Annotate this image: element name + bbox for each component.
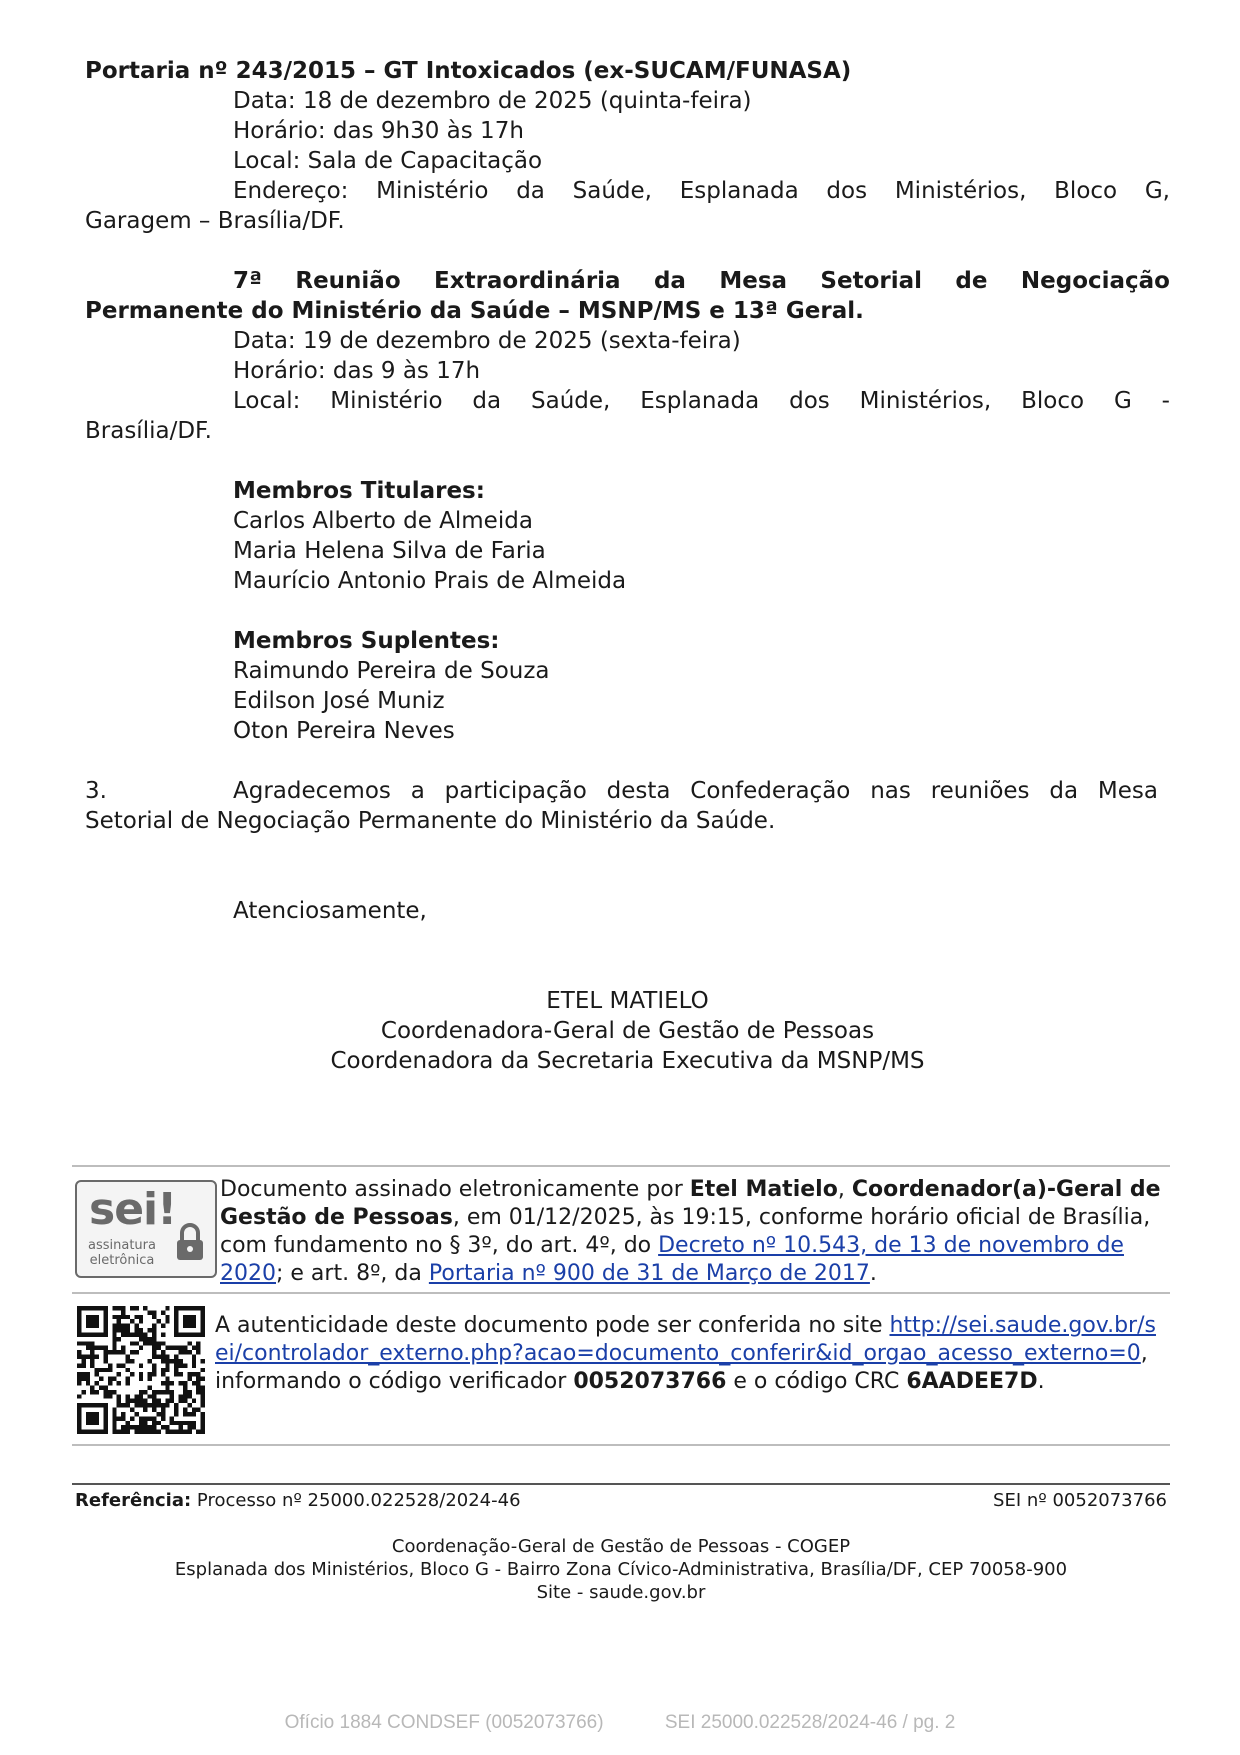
footer-rule — [72, 1483, 1170, 1485]
reference-line — [75, 1490, 1167, 1512]
electronic-signature-box — [72, 1166, 1170, 1284]
authenticity-box — [72, 1298, 1170, 1438]
signature-block — [85, 986, 1170, 1076]
portaria-local: Local: Sala de Capacitação — [233, 148, 543, 174]
portaria-address-line1: Endereço: Ministério da Saúde, Esplanada dos Ministérios, Bloco G, — [233, 178, 1170, 204]
page-stamp-doc: Ofício 1884 CONDSEF (0052073766) — [284, 1712, 604, 1733]
qr-code-icon — [77, 1306, 205, 1434]
paragraph-3-line1: Agradecemos a participação desta Confederação nas reuniões da Mesa — [233, 778, 1158, 804]
signature-statement: Documento assinado eletronicamente por Etel Matielo, Coordenador(a)-Geral de Gestão de Pessoas, em 01/12/2025, às 19:15, conforme horário oficial de Brasília, com fundamento no § 3º, do art. 4º, do Decreto nº 10.543, de 13 de novembro de 2020; e art. 8º, da Portaria nº 900 de 31 de Março de 2017. — [220, 1177, 1161, 1286]
paragraph-3-line2: Setorial de Negociação Permanente do Ministério da Saúde. — [85, 808, 776, 834]
portaria-address-line2: Garagem – Brasília/DF. — [85, 208, 345, 234]
crc-code: 6AADEE7D — [906, 1369, 1038, 1394]
signer-role-2: Coordenadora da Secretaria Executiva da MSNP/MS — [330, 1048, 925, 1074]
footer-org: Coordenação-Geral de Gestão de Pessoas - COGEP — [391, 1536, 851, 1557]
page-stamp — [0, 1712, 1240, 1734]
document-body — [85, 56, 1170, 1076]
divider — [72, 1444, 1170, 1446]
footer — [72, 1535, 1170, 1604]
meeting-local-line2: Brasília/DF. — [85, 418, 212, 444]
closing: Atenciosamente, — [233, 898, 427, 924]
portaria-link[interactable]: Portaria nº 900 de 31 de Março de 2017 — [428, 1261, 870, 1286]
verifier-code: 0052073766 — [573, 1369, 727, 1394]
signer-role-1: Coordenadora-Geral de Gestão de Pessoas — [380, 1018, 875, 1044]
decreto-link[interactable]: Decreto nº 10.543, de 13 de novembro de 2020 — [220, 1233, 1124, 1286]
authenticity-statement: A autenticidade deste documento pode ser conferida no site http://sei.saude.gov.br/sei/controlador_externo.php?acao=documento_conferir&id_orgao_acesso_externo=0, informando o código verificador 0052073766 e o código CRC 6AADEE7D. — [215, 1313, 1156, 1394]
titular-name: Maurício Antonio Prais de Almeida — [233, 568, 627, 594]
portaria-title: Portaria nº 243/2015 – GT Intoxicados (ex-SUCAM/FUNASA) — [85, 58, 852, 84]
signer-bold-role: Coordenador(a)-Geral de Gestão de Pessoas — [220, 1177, 1161, 1230]
verification-link[interactable]: http://sei.saude.gov.br/sei/controlador_externo.php?acao=documento_conferir&id_orgao_acesso_externo=0 — [215, 1313, 1156, 1366]
sei-logo — [75, 1180, 217, 1278]
page-stamp-page: SEI 25000.022528/2024-46 / pg. 2 — [664, 1712, 956, 1733]
meeting-title-line2: Permanente do Ministério da Saúde – MSNP/MS e 13ª Geral. — [85, 298, 864, 324]
footer-address: Esplanada dos Ministérios, Bloco G - Bairro Zona Cívico-Administrativa, Brasília/DF, CEP 70058-900 — [174, 1559, 1068, 1580]
suplente-name: Raimundo Pereira de Souza — [233, 658, 550, 684]
portaria-time: Horário: das 9h30 às 17h — [233, 118, 524, 144]
titulares-heading: Membros Titulares: — [233, 478, 485, 504]
suplentes-heading: Membros Suplentes: — [233, 628, 500, 654]
meeting-date: Data: 19 de dezembro de 2025 (sexta-feira) — [233, 328, 741, 354]
suplente-name: Edilson José Muniz — [233, 688, 445, 714]
signer-bold-name: Etel Matielo — [689, 1177, 838, 1202]
sei-logo-subtitle: assinatura eletrônica — [88, 1238, 156, 1268]
titular-name: Carlos Alberto de Almeida — [233, 508, 533, 534]
portaria-date: Data: 18 de dezembro de 2025 (quinta-feira) — [233, 88, 752, 114]
meeting-time: Horário: das 9 às 17h — [233, 358, 481, 384]
paragraph-number: 3. — [85, 778, 107, 804]
footer-site: Site - saude.gov.br — [536, 1582, 706, 1603]
meeting-title-line1: 7ª Reunião Extraordinária da Mesa Setorial de Negociação — [233, 268, 1170, 294]
sei-logo-word: sei! — [89, 1184, 177, 1235]
divider — [72, 1292, 1170, 1294]
reference-process: Processo nº 25000.022528/2024-46 — [191, 1490, 521, 1511]
signer-name: ETEL MATIELO — [546, 988, 709, 1014]
suplente-name: Oton Pereira Neves — [233, 718, 455, 744]
titular-name: Maria Helena Silva de Faria — [233, 538, 546, 564]
reference-sei-number: SEI nº 0052073766 — [993, 1490, 1167, 1511]
paragraph-3 — [85, 776, 1170, 806]
meeting-local-line1: Local: Ministério da Saúde, Esplanada dos Ministérios, Bloco G - — [233, 388, 1170, 414]
lock-icon — [175, 1222, 205, 1262]
reference-label: Referência: — [75, 1490, 192, 1511]
